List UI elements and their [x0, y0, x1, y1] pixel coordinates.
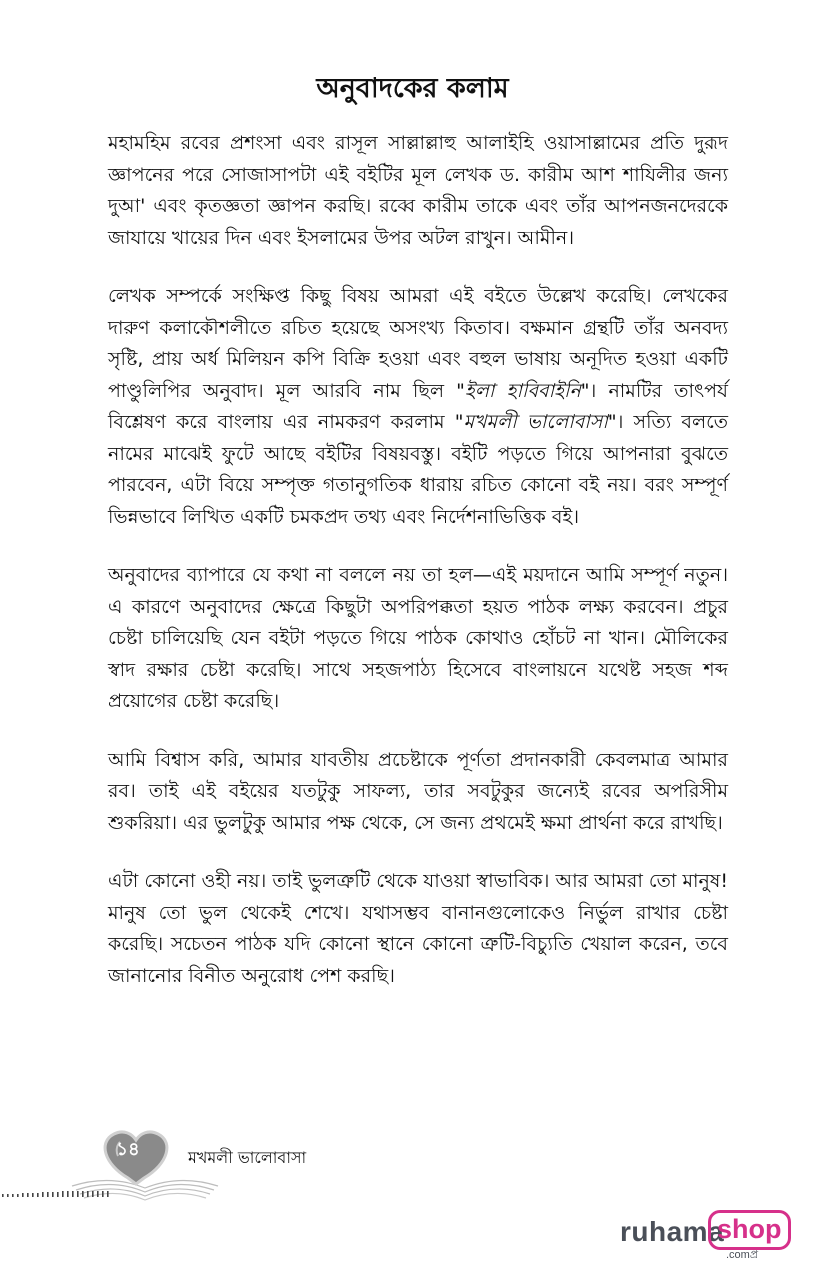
- paragraph-2-part-2: । নামটির তাৎপর্য বিশ্লেষণ করে বাংলায় এর নামকরণ করলাম: [108, 379, 728, 433]
- paragraph-2: [108, 281, 728, 533]
- page-footer: [0, 1118, 825, 1208]
- bangla-book-name: "মখমলী ভালোবাসা": [454, 411, 617, 433]
- paragraph-2-part-1: লেখক সম্পর্কে সংক্ষিপ্ত কিছু বিষয় আমরা এই বইতে উল্লেখ করেছি। লেখকের দারুণ কলাকৌশলীতে রচিত হয়েছে অসংখ্য কিতাব। বক্ষমান গ্রন্থটি তাঁর অনবদ্য সৃষ্টি, প্রায় অর্ধ মিলিয়ন কপি বিক্রি হওয়া এবং বহুল ভাষায় অনূদিত হওয়া একটি পাণ্ডুলিপির অনুবাদ। মূল আরবি নাম ছিল: [108, 285, 728, 402]
- logo-text-shop: shop: [708, 1210, 791, 1250]
- page-title: অনুবাদকের কলাম: [316, 73, 509, 104]
- paragraph-2-part-3: । সত্যি বলতে নামের মাঝেই ফুটে আছে বইটির বিষয়বস্তু। বইটি পড়তে গিয়ে আপনারা বুঝতে পারবেন, এটা বিয়ে সম্পৃক্ত গতানুগতিক ধারায় রচিত কোনো বই নয়। বরং সম্পূর্ণ ভিন্নভাবে লিখিত একটি চমকপ্রদ তথ্য এবং নির্দেশনাভিত্তিক বই।: [108, 411, 729, 528]
- original-book-name: "ইলা হাবিবাইনি": [456, 379, 590, 402]
- page-number: ১৪: [116, 1139, 140, 1160]
- ruhamashop-logo: [620, 1210, 782, 1261]
- body-text: [108, 128, 728, 1019]
- running-title: মখমলী ভালোবাসা: [188, 1148, 307, 1167]
- dotted-rule: [0, 1190, 112, 1198]
- logo-text-domain: .comপ্র: [726, 1249, 759, 1261]
- logo-text-ruhama: ruhama: [620, 1216, 725, 1247]
- paragraph-3: অনুবাদের ব্যাপারে যে কথা না বললে নয় তা হল—এই ময়দানে আমি সম্পূর্ণ নতুন। এ কারণে অনুবাদের ক্ষেত্রে কিছুটা অপরিপক্কতা হয়ত পাঠক লক্ষ্য করবেন। প্রচুর চেষ্টা চালিয়েছি যেন বইটা পড়তে গিয়ে পাঠক কোথাও হোঁচট না খান। মৌলিকের স্বাদ রক্ষার চেষ্টা করেছি। সাথে সহজপাঠ্য হিসেবে বাংলায়নে যথেষ্ট সহজ শব্দ প্রয়োগের চেষ্টা করেছি।: [108, 564, 728, 712]
- paragraph-1: মহামহিম রবের প্রশংসা এবং রাসূল সাল্লাল্লাহু আলাইহি ওয়াসাল্লামের প্রতি দুরূদ জ্ঞাপনের পরে সোজাসাপটা এই বইটির মূল লেখক ড. কারীম আশ শাযিলীর জন্য দুআ' এবং কৃতজ্ঞতা জ্ঞাপন করছি। রব্বে কারীম তাকে এবং তাঁর আপনজনদেরকে জাযায়ে খায়ের দিন এবং ইসলামের উপর অটল রাখুন। আমীন।: [108, 132, 728, 249]
- paragraph-5: এটা কোনো ওহী নয়। তাই ভুলত্রুটি থেকে যাওয়া স্বাভাবিক। আর আমরা তো মানুষ! মানুষ তো ভুল থেকেই শেখে। যথাসম্ভব বানানগুলোকেও নির্ভুল রাখার চেষ্টা করেছি। সচেতন পাঠক যদি কোনো স্থানে কোনো ত্রুটি-বিচ্যুতি খেয়াল করেন, তবে জানানোর বিনীত অনুরোধ পেশ করছি।: [108, 870, 728, 987]
- paragraph-4: আমি বিশ্বাস করি, আমার যাবতীয় প্রচেষ্টাকে পূর্ণতা প্রদানকারী কেবলমাত্র আমার রব। তাই এই বইয়ের যতটুকু সাফল্য, তার সবটুকুর জন্যেই রবের অপরিসীম শুকরিয়া। এর ভুলটুকু আমার পক্ষ থেকে, সে জন্য প্রথমেই ক্ষমা প্রার্থনা করে রাখছি।: [108, 748, 728, 834]
